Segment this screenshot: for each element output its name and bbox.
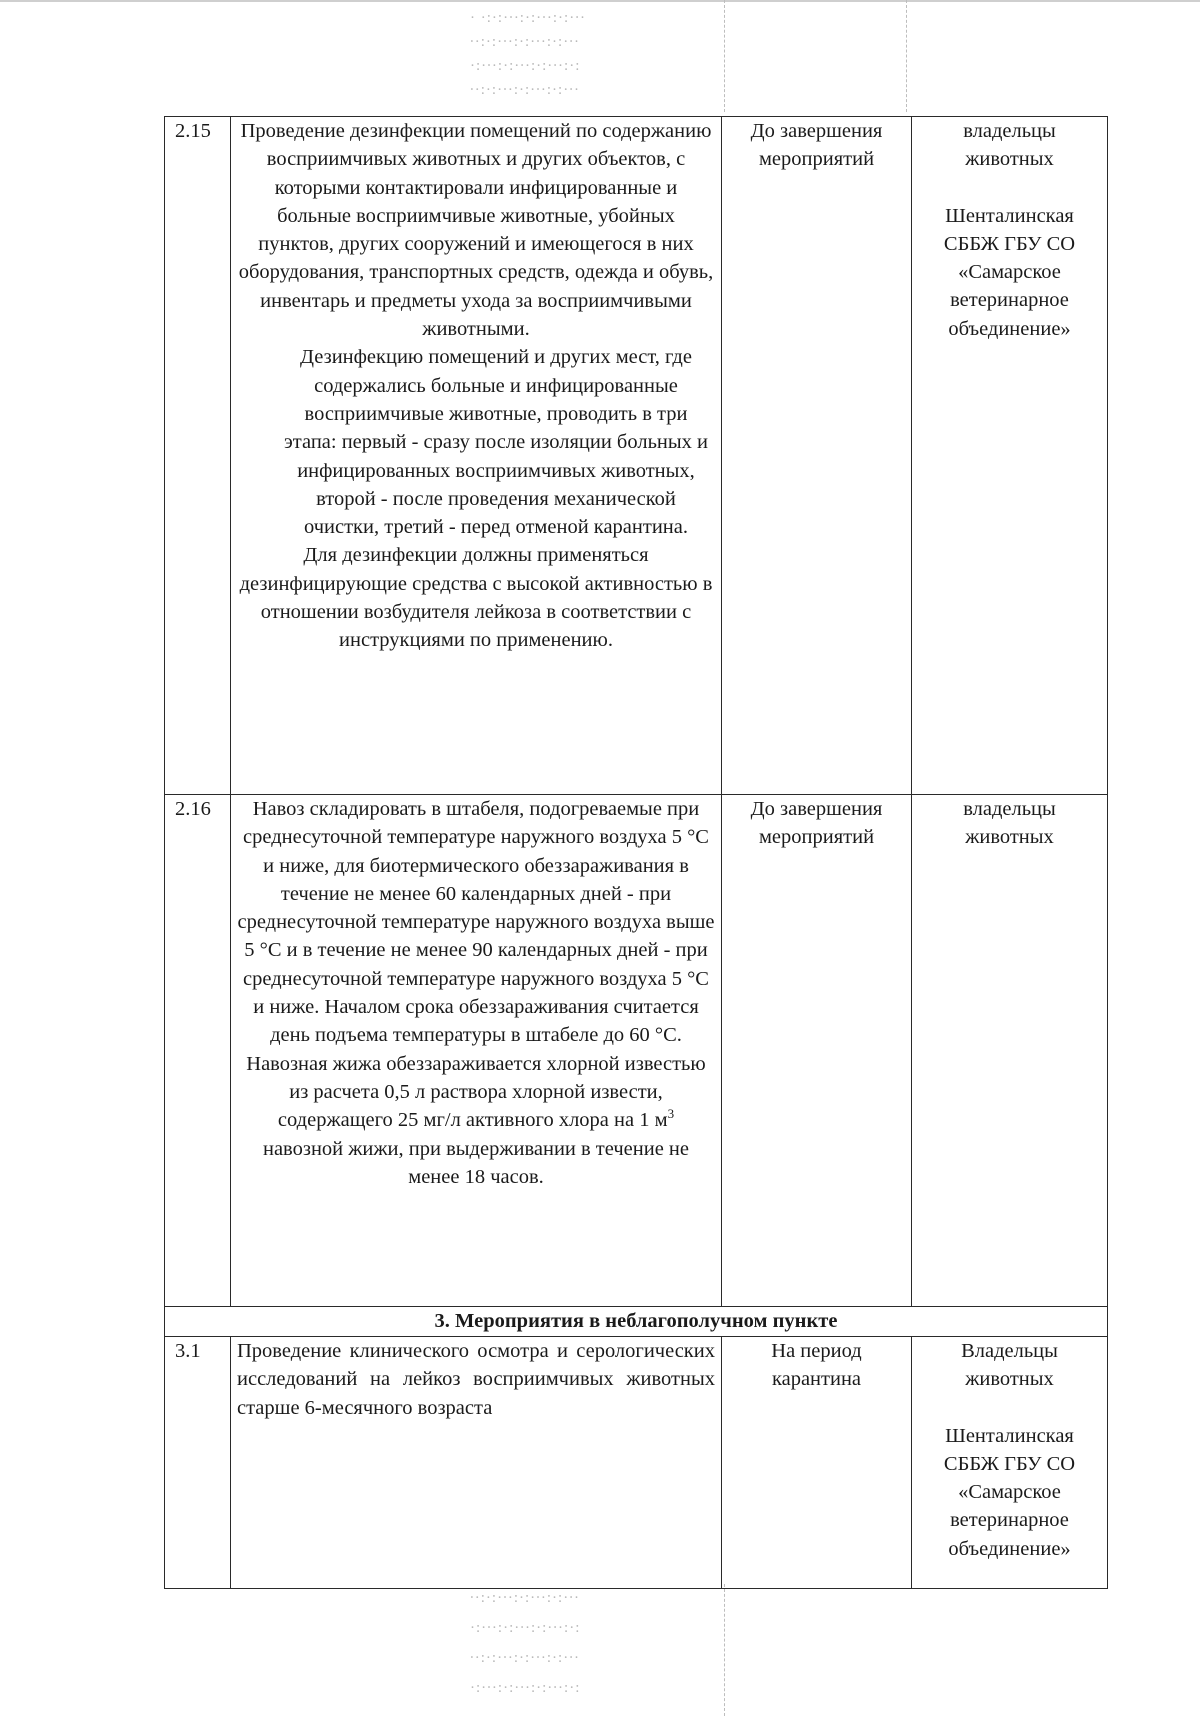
scan-noise-line: [906, 0, 907, 112]
scan-noise: ·:·∙·:·:·∙·:·:·∙·:·:: [470, 1620, 581, 1636]
table-row: [165, 795, 1108, 1307]
superscript: 3: [667, 1106, 675, 1122]
measure-description: [231, 795, 722, 1307]
responsible-owners: владельцы животных: [963, 120, 1056, 171]
responsible-cell: [912, 1337, 1108, 1589]
row-number: 2.16: [165, 795, 231, 1307]
deadline-cell: На период карантина: [722, 1337, 912, 1589]
responsible-org: Шенталинская СББЖ ГБУ СО «Самарское ветеринарное объединение»: [943, 1424, 1076, 1560]
responsible-org: Шенталинская СББЖ ГБУ СО «Самарское ветеринарное объединение»: [943, 204, 1076, 340]
row-number: 3.1: [165, 1337, 231, 1589]
scan-noise-line: [724, 0, 725, 112]
scan-noise: ∙·:·:·∙·:·:·∙·:·:·∙·: [470, 82, 580, 98]
responsible-cell: [912, 117, 1108, 795]
scan-noise: ·:·∙·:·:·∙·:·:·∙·:·:: [470, 1680, 581, 1696]
measure-paragraph: Проведение дезинфекции помещений по содержанию восприимчивых животных и других объектов, с которыми контактировали инфицированные и больные восприимчивые животные, убойных пунктов, других сооружений и имеющегося в них оборудования, транспортных средств, одежда и обувь, инвентарь и предметы ухода за восприимчивыми животными.: [238, 120, 714, 341]
scan-noise-line: [724, 1584, 725, 1716]
measure-description: Проведение клинического осмотра и серологических исследований на лейкоз восприимчивых животных старше 6-месячного возраста: [231, 1337, 722, 1589]
responsible-cell: владельцы животных: [912, 795, 1108, 1307]
spacer: [918, 174, 1101, 202]
measure-paragraph: Для дезинфекции должны применяться дезинфицирующие средства с высокой активностью в отношении возбудителя лейкоза в соответствии с инструкциями по применению.: [239, 544, 713, 652]
responsible-owners: Владельцы животных: [961, 1340, 1058, 1391]
measure-paragraph-end: навозной жижи, при выдерживании в течение не менее 18 часов.: [262, 1137, 689, 1188]
scan-noise: ·:·∙·:·:·∙·:·:·∙·:·:: [470, 58, 581, 74]
section-title: 3. Мероприятия в неблагополучном пункте: [165, 1307, 1108, 1337]
measures-table: [164, 116, 1108, 1589]
table-row: [165, 1337, 1108, 1589]
scan-noise: ∙·:·:·∙·:·:·∙·:·:·∙·: [470, 1650, 580, 1666]
row-number: 2.15: [165, 117, 231, 795]
scan-noise: · ·:·:·∙·:·:·∙·:·:·∙·: [470, 10, 586, 26]
scan-noise: ∙·:·:·∙·:·:·∙·:·:·∙·: [470, 34, 580, 50]
measure-description: [231, 117, 722, 795]
deadline-cell: До завершения мероприятий: [722, 795, 912, 1307]
deadline-cell: До завершения мероприятий: [722, 117, 912, 795]
table-row: [165, 117, 1108, 795]
scan-noise: ∙·:·:·∙·:·:·∙·:·:·∙·: [470, 1590, 580, 1606]
measure-paragraph: Навоз складировать в штабеля, подогреваемые при среднесуточной температуре наружного воздуха 5 °C и ниже, для биотермического обеззараживания в течение не менее 60 календарных дней - при среднесуточной температуре наружного воздуха выше 5 °C и в течение не менее 90 календарных дней - при среднесуточной температуре наружного воздуха 5 °C и ниже. Началом срока обеззараживания считается день подъема температуры в штабеле до 60 °C. Навозная жижа обеззараживается хлорной известью из расчета 0,5 л раствора хлорной извести, содержащего 25 мг/л активного хлора на 1 м: [237, 798, 715, 1132]
top-scan-edge: [0, 0, 1200, 2]
measure-paragraph: Дезинфекцию помещений и других мест, где содержались больные и инфицированные восприимчивые животные, проводить в три этапа: первый - сразу после изоляции больных и инфицированных восприимчивых животных, второй - после проведения механической очистки, третий - перед отменой карантина.: [283, 346, 709, 539]
section-header-row: [165, 1307, 1108, 1337]
spacer: [918, 1394, 1101, 1422]
